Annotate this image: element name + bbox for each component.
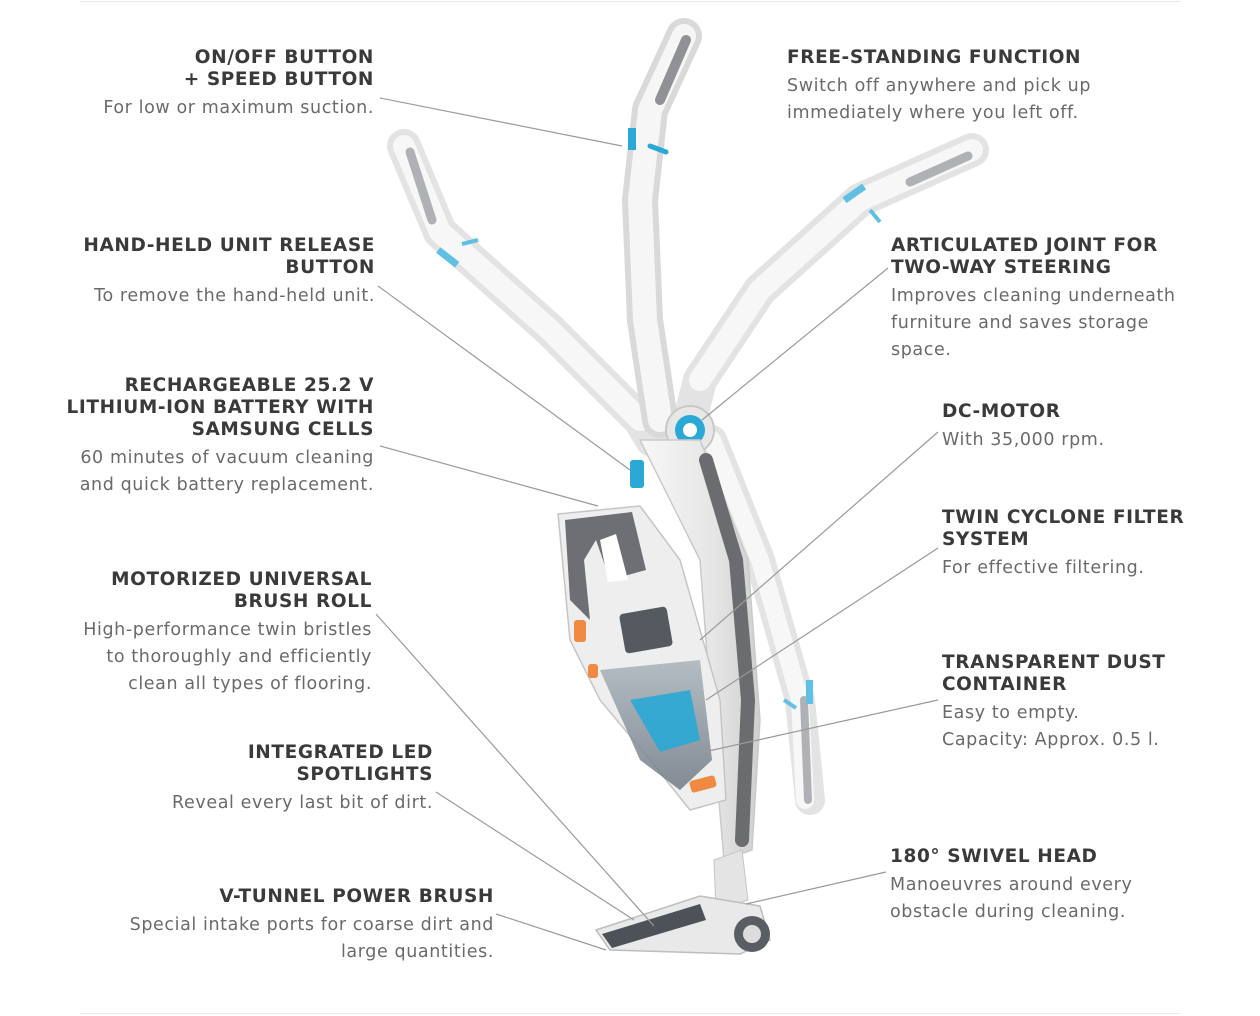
- leader-swivel: [746, 872, 886, 904]
- callout-dust-desc: Easy to empty. Capacity: Approx. 0.5 l.: [942, 703, 1160, 750]
- callout-joint-desc: Improves cleaning underneath furniture and saves storage space.: [891, 286, 1176, 360]
- callout-release-desc: To remove the hand-held unit.: [94, 286, 375, 306]
- callout-vtunnel-desc: Special intake ports for coarse dirt and large quantities.: [129, 915, 494, 962]
- callout-freestanding-desc: Switch off anywhere and pick up immediately where you left off.: [787, 76, 1092, 123]
- callout-brushroll-title: MOTORIZED UNIVERSAL BRUSH ROLL: [111, 569, 372, 612]
- callout-swivel-desc: Manoeuvres around every obstacle during cleaning.: [890, 875, 1133, 922]
- callout-led-title: INTEGRATED LED SPOTLIGHTS: [247, 742, 433, 785]
- callout-dust: [942, 652, 1166, 754]
- main-handle: [628, 36, 686, 420]
- callout-brushroll: [83, 569, 372, 698]
- callout-cyclone-title: TWIN CYCLONE FILTER SYSTEM: [942, 507, 1185, 550]
- callout-swivel: [890, 846, 1132, 926]
- callout-onoff-title: ON/OFF BUTTON + SPEED BUTTON: [183, 47, 374, 90]
- callout-brushroll-desc: High-performance twin bristles to thoroughly and efficiently clean all types of flooring.: [83, 620, 372, 694]
- callout-release-title: HAND-HELD UNIT RELEASE BUTTON: [83, 235, 375, 278]
- brush-head: [596, 850, 770, 954]
- callout-freestanding: [787, 47, 1091, 127]
- callout-battery-desc: 60 minutes of vacuum cleaning and quick battery replacement.: [79, 448, 374, 495]
- callout-led-desc: Reveal every last bit of dirt.: [172, 793, 433, 813]
- callout-motor: [942, 401, 1105, 454]
- callout-battery-title: RECHARGEABLE 25.2 V LITHIUM-ION BATTERY WITH SAMSUNG CELLS: [66, 375, 374, 440]
- callout-cyclone-desc: For effective filtering.: [942, 558, 1145, 578]
- callout-led: [172, 742, 433, 817]
- callout-dust-title: TRANSPARENT DUST CONTAINER: [942, 652, 1166, 695]
- callout-onoff-desc: For low or maximum suction.: [103, 98, 374, 118]
- callout-battery: [67, 375, 374, 499]
- callout-joint: [891, 235, 1176, 364]
- callout-motor-desc: With 35,000 rpm.: [942, 430, 1105, 450]
- leader-vtunnel: [496, 914, 606, 950]
- callout-joint-title: ARTICULATED JOINT FOR TWO-WAY STEERING: [891, 235, 1158, 278]
- callout-cyclone: [942, 507, 1184, 582]
- callout-vtunnel: [130, 886, 494, 966]
- leader-battery: [380, 446, 598, 506]
- callout-release: [83, 235, 375, 310]
- callout-onoff: [103, 47, 374, 122]
- callout-freestanding-title: FREE-STANDING FUNCTION: [787, 47, 1082, 68]
- callout-swivel-title: 180° SWIVEL HEAD: [890, 846, 1098, 867]
- callout-motor-title: DC-MOTOR: [942, 401, 1061, 422]
- callout-vtunnel-title: V-TUNNEL POWER BRUSH: [219, 886, 494, 907]
